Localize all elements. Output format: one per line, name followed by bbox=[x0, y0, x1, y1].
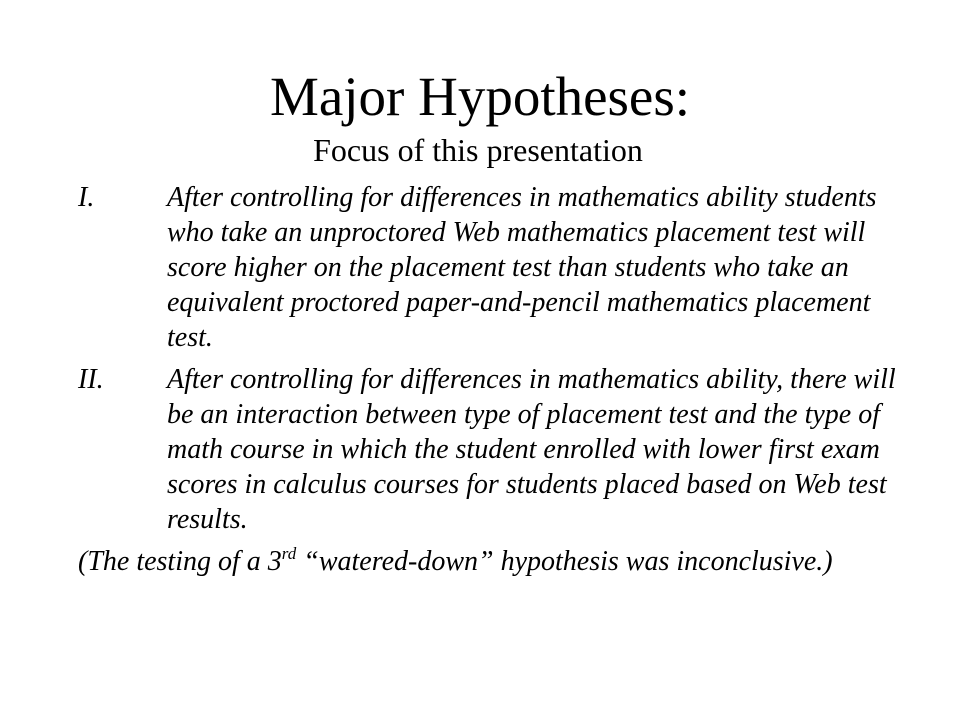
hypothesis-numeral: II. bbox=[78, 364, 104, 395]
hypothesis-text: After controlling for differences in mathematics ability, there will be an interaction between type of placement test and the type of math course in which the student enrolled with lower first exam scores in calculus courses for students placed based on Web test results. bbox=[167, 364, 896, 535]
hypothesis-numeral: I. bbox=[78, 182, 95, 213]
hypothesis-item bbox=[78, 362, 908, 537]
slide-title: Major Hypotheses: bbox=[269, 66, 691, 127]
footnote bbox=[78, 544, 908, 579]
footnote-ordinal-suffix: rd bbox=[281, 544, 297, 563]
footnote-text-start: (The testing of a 3 bbox=[78, 546, 282, 577]
hypotheses-list bbox=[78, 180, 908, 579]
slide-subtitle: Focus of this presentation bbox=[313, 132, 643, 168]
hypothesis-item bbox=[78, 180, 908, 355]
footnote-text-end: “watered-down” hypothesis was inconclusive.) bbox=[296, 546, 833, 577]
hypothesis-text: After controlling for differences in mathematics ability students who take an unproctored Web mathematics placement test will score higher on the placement test than students who take an equivalent proctored paper-and-pencil mathematics placement test. bbox=[167, 182, 877, 353]
